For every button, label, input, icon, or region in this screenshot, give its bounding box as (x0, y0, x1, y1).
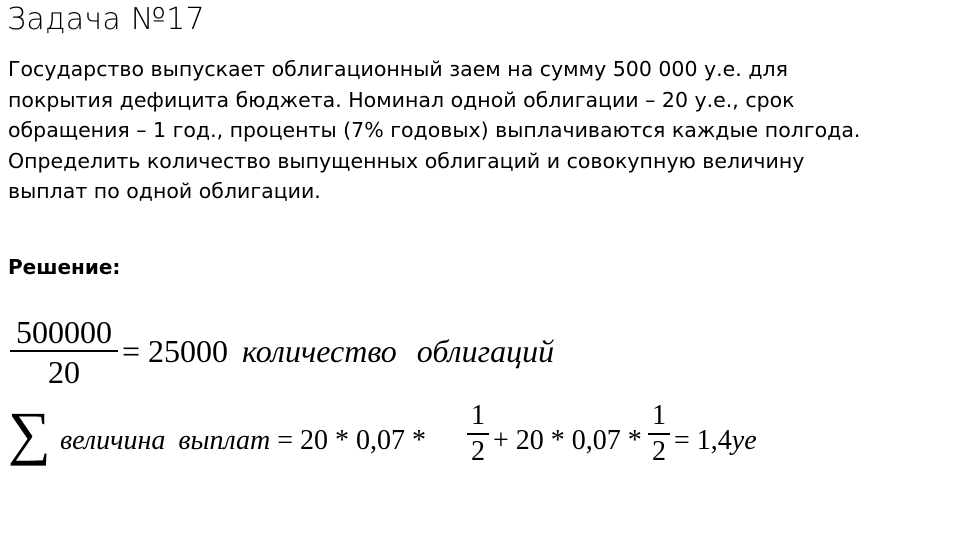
slide-title: Задача №17 (7, 2, 205, 37)
bond-count-fraction (10, 316, 118, 388)
problem-line: покрытия дефицита бюджета. Номинал одной облигации – 20 у.е., срок (8, 87, 795, 112)
bond-count-result (122, 333, 554, 370)
payment-caption: величина выплат (60, 425, 271, 456)
problem-line: Государство выпускает облигационный заем на сумму 500 000 у.е. для (8, 57, 788, 81)
fraction-numerator: 1 (652, 400, 666, 431)
sigma-symbol: ∑ (8, 400, 51, 466)
problem-line: Определить количество выпущенных облигаций и совокупную величину (8, 148, 805, 173)
bond-count-caption: количество облигаций (242, 333, 555, 369)
solution-label: Решение: (8, 255, 121, 279)
problem-line: выплат по одной облигации. (8, 179, 321, 203)
fraction-denominator: 2 (652, 435, 666, 467)
problem-text (8, 54, 953, 207)
payment-value: = 1,4 (674, 425, 732, 456)
fraction-numerator: 500000 (16, 314, 112, 350)
payment-term-1: = 20 * 0,07 * (277, 425, 427, 456)
fraction-numerator: 1 (471, 400, 485, 431)
payment-result (674, 425, 757, 457)
payment-term-2: + 20 * 0,07 * (493, 425, 642, 456)
half-fraction-2 (648, 402, 670, 466)
bond-count-value: = 25000 (122, 333, 229, 369)
fraction-denominator: 20 (48, 353, 80, 390)
payment-formula-start (60, 425, 426, 457)
fraction-denominator: 2 (471, 435, 485, 467)
payment-unit: уе (731, 425, 757, 456)
half-fraction-1 (467, 402, 489, 466)
problem-line: обращения – 1 год., проценты (7% годовых) выплачиваются каждые полгода. (8, 118, 861, 142)
